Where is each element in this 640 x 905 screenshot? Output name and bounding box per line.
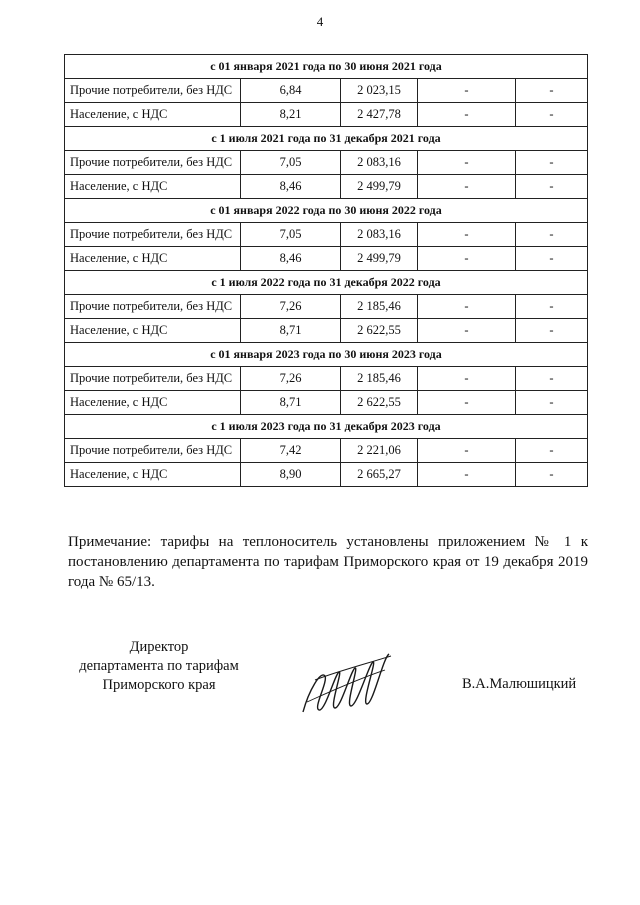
signature-title-line2: департамента по тарифам xyxy=(79,658,239,674)
table-row xyxy=(65,463,588,487)
period-header-row xyxy=(65,55,588,79)
period-header: с 01 января 2023 года по 30 июня 2023 года xyxy=(65,343,588,367)
value-cell: 2 023,15 xyxy=(341,79,418,103)
signer-name: В.А.Малюшицкий xyxy=(462,676,577,692)
period-header: с 1 июля 2021 года по 31 декабря 2021 года xyxy=(65,127,588,151)
table-row xyxy=(65,319,588,343)
consumer-cell: Прочие потребители, без НДС xyxy=(65,367,241,391)
consumer-cell: Население, с НДС xyxy=(65,247,241,271)
rate-cell: 7,42 xyxy=(241,439,341,463)
col4-cell: - xyxy=(418,79,516,103)
handwritten-signature xyxy=(295,650,395,720)
rate-cell: 7,05 xyxy=(241,223,341,247)
col4-cell: - xyxy=(418,463,516,487)
value-cell: 2 083,16 xyxy=(341,151,418,175)
rate-cell: 7,26 xyxy=(241,295,341,319)
consumer-cell: Население, с НДС xyxy=(65,175,241,199)
col5-cell: - xyxy=(516,175,588,199)
consumer-cell: Население, с НДС xyxy=(65,103,241,127)
period-header: с 1 июля 2022 года по 31 декабря 2022 года xyxy=(65,271,588,295)
rate-cell: 7,26 xyxy=(241,367,341,391)
rate-cell: 8,71 xyxy=(241,319,341,343)
rate-cell: 8,46 xyxy=(241,175,341,199)
consumer-cell: Население, с НДС xyxy=(65,463,241,487)
rate-cell: 8,90 xyxy=(241,463,341,487)
col5-cell: - xyxy=(516,247,588,271)
value-cell: 2 083,16 xyxy=(341,223,418,247)
signature-title-line1: Директор xyxy=(129,639,189,655)
rate-cell: 8,71 xyxy=(241,391,341,415)
col5-cell: - xyxy=(516,295,588,319)
col4-cell: - xyxy=(418,247,516,271)
value-cell: 2 665,27 xyxy=(341,463,418,487)
note-paragraph: Примечание: тарифы на теплоноситель установлены приложением № 1 к постановлению департамента по тарифам Приморского края от 19 декабря 2019 года № 65/13. xyxy=(68,534,588,590)
col5-cell: - xyxy=(516,391,588,415)
consumer-cell: Население, с НДС xyxy=(65,319,241,343)
page-number: 4 xyxy=(316,14,324,29)
value-cell: 2 622,55 xyxy=(341,319,418,343)
signature-title-line3: Приморского края xyxy=(102,677,216,693)
consumer-cell: Прочие потребители, без НДС xyxy=(65,151,241,175)
col5-cell: - xyxy=(516,79,588,103)
table-row xyxy=(65,223,588,247)
value-cell: 2 221,06 xyxy=(341,439,418,463)
rate-cell: 6,84 xyxy=(241,79,341,103)
col5-cell: - xyxy=(516,319,588,343)
col4-cell: - xyxy=(418,103,516,127)
tariff-table xyxy=(64,54,588,487)
value-cell: 2 499,79 xyxy=(341,247,418,271)
period-header-row xyxy=(65,271,588,295)
table-row xyxy=(65,439,588,463)
table-row xyxy=(65,295,588,319)
col5-cell: - xyxy=(516,463,588,487)
col5-cell: - xyxy=(516,103,588,127)
col4-cell: - xyxy=(418,439,516,463)
table-row xyxy=(65,391,588,415)
period-header-row xyxy=(65,343,588,367)
table-row xyxy=(65,79,588,103)
value-cell: 2 427,78 xyxy=(341,103,418,127)
consumer-cell: Прочие потребители, без НДС xyxy=(65,439,241,463)
col4-cell: - xyxy=(418,151,516,175)
consumer-cell: Прочие потребители, без НДС xyxy=(65,295,241,319)
col4-cell: - xyxy=(418,391,516,415)
col4-cell: - xyxy=(418,295,516,319)
period-header: с 01 января 2022 года по 30 июня 2022 года xyxy=(65,199,588,223)
rate-cell: 7,05 xyxy=(241,151,341,175)
period-header-row xyxy=(65,199,588,223)
rate-cell: 8,46 xyxy=(241,247,341,271)
signature-block xyxy=(64,638,254,695)
col4-cell: - xyxy=(418,175,516,199)
rate-cell: 8,21 xyxy=(241,103,341,127)
table-row xyxy=(65,103,588,127)
period-header: с 1 июля 2023 года по 31 декабря 2023 года xyxy=(65,415,588,439)
table-row xyxy=(65,247,588,271)
value-cell: 2 499,79 xyxy=(341,175,418,199)
table-row xyxy=(65,151,588,175)
period-header-row xyxy=(65,127,588,151)
col5-cell: - xyxy=(516,439,588,463)
consumer-cell: Прочие потребители, без НДС xyxy=(65,223,241,247)
col4-cell: - xyxy=(418,367,516,391)
col5-cell: - xyxy=(516,151,588,175)
value-cell: 2 185,46 xyxy=(341,295,418,319)
consumer-cell: Население, с НДС xyxy=(65,391,241,415)
table-row xyxy=(65,367,588,391)
period-header-row xyxy=(65,415,588,439)
col4-cell: - xyxy=(418,319,516,343)
col5-cell: - xyxy=(516,223,588,247)
value-cell: 2 622,55 xyxy=(341,391,418,415)
consumer-cell: Прочие потребители, без НДС xyxy=(65,79,241,103)
col4-cell: - xyxy=(418,223,516,247)
period-header: с 01 января 2021 года по 30 июня 2021 года xyxy=(65,55,588,79)
value-cell: 2 185,46 xyxy=(341,367,418,391)
col5-cell: - xyxy=(516,367,588,391)
table-row xyxy=(65,175,588,199)
